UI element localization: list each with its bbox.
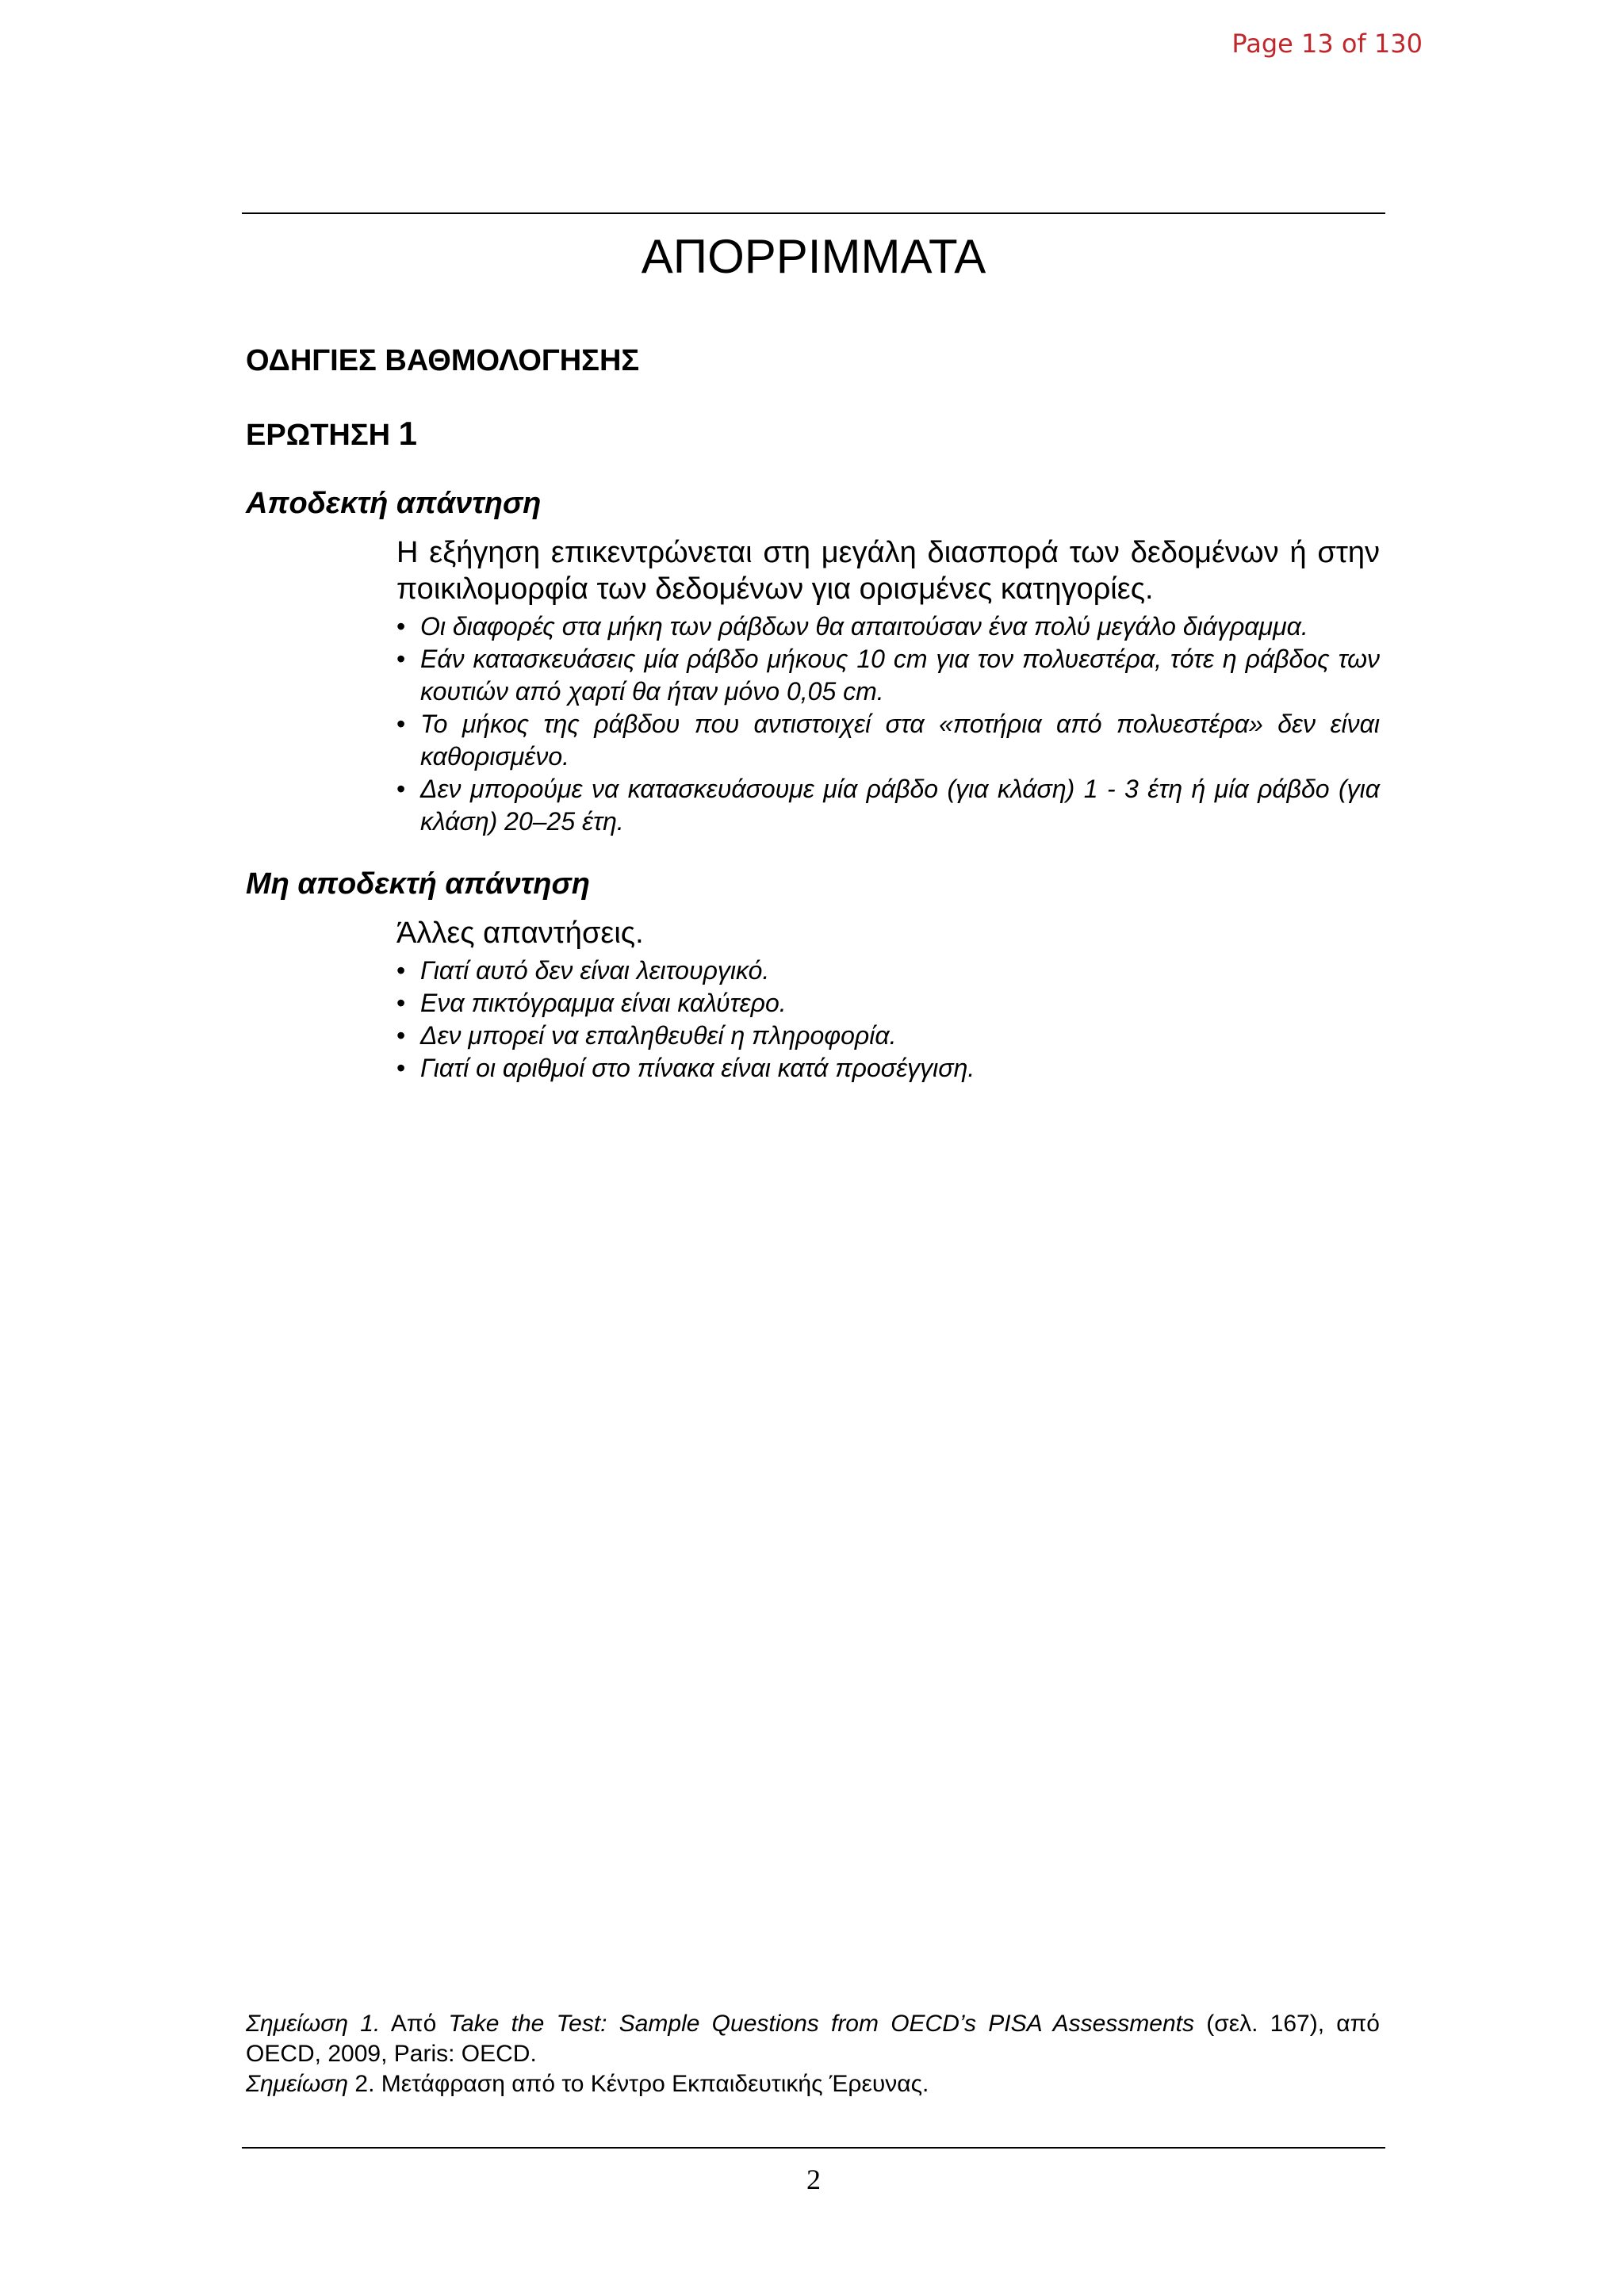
- acceptable-answer-lead: Η εξήγηση επικεντρώνεται στη μεγάλη διασπορά των δεδομένων ή στην ποικιλομορφία των δεδομένων για ορισμένες κατηγορίες.: [396, 536, 1380, 606]
- footnote-2-rest: 2. Μετάφραση από το Κέντρο Εκπαιδευτικής Έρευνας.: [354, 2071, 929, 2097]
- rejected-answer-lead: Άλλες απαντήσεις.: [396, 916, 644, 950]
- footnote-2: [246, 2069, 1380, 2099]
- rejected-answer-heading: Μη αποδεκτή απάντηση: [246, 867, 590, 901]
- scoring-guide-heading: ΟΔΗΓΙΕΣ ΒΑΘΜΟΛΟΓΗΣΗΣ: [246, 344, 640, 377]
- list-item: [396, 1020, 1380, 1052]
- acceptable-answer-block: [396, 534, 1380, 838]
- question-number: 1: [398, 415, 417, 452]
- footnote-1-rest: (σελ. 167), από OECD, 2009, Paris: OECD.: [246, 2011, 1380, 2067]
- list-item: [396, 987, 1380, 1020]
- footnote-1-label: Σημείωση 1.: [246, 2011, 381, 2037]
- footer-rule: [242, 2147, 1385, 2149]
- bullet-icon: •: [396, 1054, 406, 1082]
- list-item-text: Δεν μπορούμε να κατασκευάσουμε μία ράβδο (για κλάση) 1 - 3 έτη ή μία ράβδο (για κλάση) 20–25 έτη.: [420, 775, 1380, 836]
- bullet-icon: •: [396, 956, 406, 985]
- acceptable-answer-heading: Αποδεκτή απάντηση: [246, 487, 542, 520]
- list-item: [396, 955, 1380, 987]
- list-item-text: Το μήκος της ράβδου που αντιστοιχεί στα «ποτήρια από πολυεστέρα» δεν είναι καθορισμένο.: [420, 710, 1380, 771]
- list-item: [396, 643, 1380, 708]
- list-item-text: Δεν μπορεί να επαληθευθεί η πληροφορία.: [420, 1021, 897, 1050]
- bullet-icon: •: [396, 1021, 406, 1050]
- bullet-icon: •: [396, 645, 406, 673]
- footnote-2-label: Σημείωση: [246, 2071, 349, 2097]
- document-title: ΑΠΟΡΡΙΜΜΑΤΑ: [641, 230, 986, 283]
- list-item-text: Εάν κατασκευάσεις μία ράβδο μήκους 10 cm για τον πολυεστέρα, τότε η ράβδος των κουτιών από χαρτί θα ήταν μόνο 0,05 cm.: [420, 645, 1380, 706]
- bullet-icon: •: [396, 612, 406, 641]
- page-indicator: Page 13 of 130: [1231, 29, 1423, 59]
- list-item-text: Ενα πικτόγραμμα είναι καλύτερο.: [420, 989, 787, 1017]
- question-heading: [246, 415, 417, 453]
- list-item-text: Οι διαφορές στα μήκη των ράβδων θα απαιτούσαν ένα πολύ μεγάλο διάγραμμα.: [420, 612, 1308, 641]
- list-item: [396, 708, 1380, 773]
- bullet-icon: •: [396, 775, 406, 803]
- footnote-1-source: Take the Test: Sample Questions from OECD’s PISA Assessments: [448, 2011, 1194, 2037]
- rejected-answer-block: [396, 915, 1380, 1085]
- footnote-1-from: Από: [390, 2011, 437, 2037]
- acceptable-answer-list: [396, 610, 1380, 838]
- list-item: [396, 1052, 1380, 1085]
- list-item: [396, 773, 1380, 838]
- question-label: ΕΡΩΤΗΣΗ: [246, 419, 391, 452]
- bullet-icon: •: [396, 710, 406, 738]
- list-item: [396, 610, 1380, 643]
- footnotes: [246, 2009, 1380, 2099]
- list-item-text: Γιατί αυτό δεν είναι λειτουργικό.: [420, 956, 770, 985]
- footnote-1: [246, 2009, 1380, 2069]
- rejected-answer-list: [396, 955, 1380, 1085]
- header-rule: [242, 212, 1385, 214]
- bullet-icon: •: [396, 989, 406, 1017]
- page-number: 2: [806, 2164, 821, 2195]
- list-item-text: Γιατί οι αριθμοί στο πίνακα είναι κατά προσέγγιση.: [420, 1054, 975, 1082]
